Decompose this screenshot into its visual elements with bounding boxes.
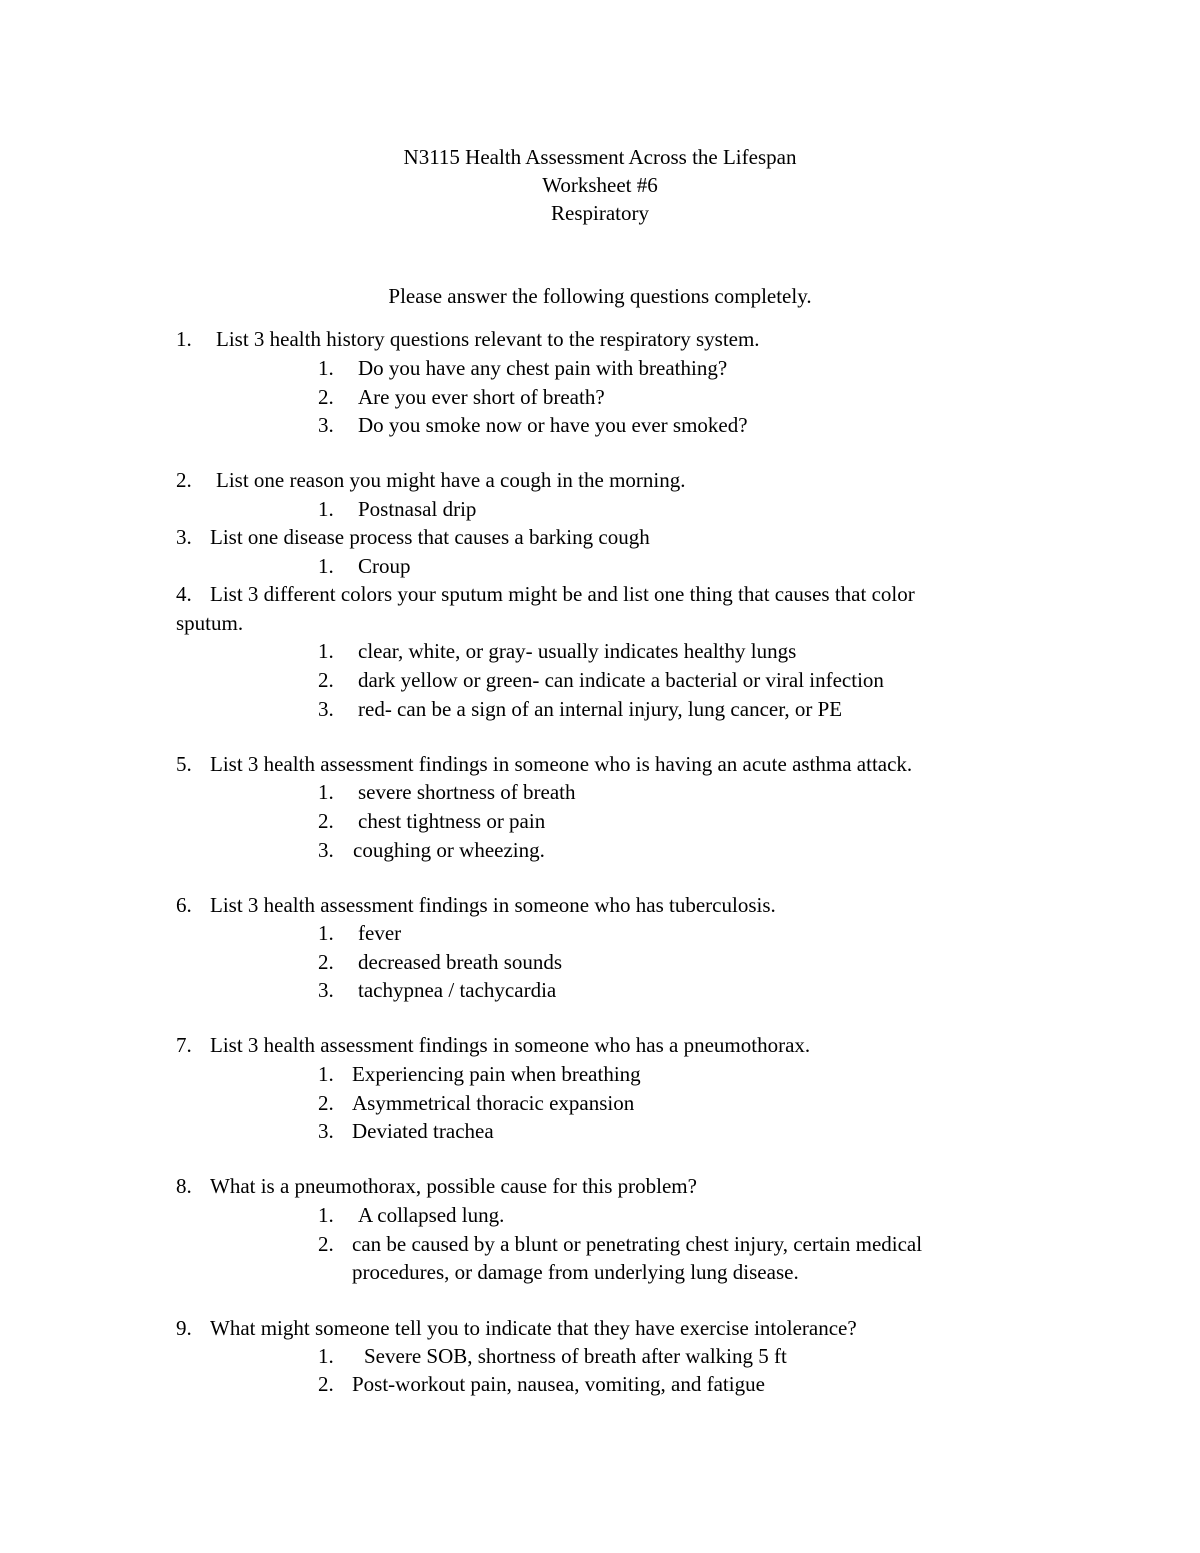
- question-text: List one reason you might have a cough in the morning.: [216, 468, 686, 492]
- answer-text: A collapsed lung.: [358, 1203, 505, 1227]
- question-number: 6.: [176, 893, 192, 917]
- question-number: 4.: [176, 582, 192, 606]
- answer-text: clear, white, or gray- usually indicates healthy lungs: [358, 639, 797, 663]
- answer-number: 2.: [318, 668, 334, 692]
- answer-number: 1.: [318, 921, 334, 945]
- instructions: Please answer the following questions completely.: [388, 284, 812, 308]
- answer-number: 1.: [318, 554, 334, 578]
- answer-number: 2.: [318, 1232, 334, 1256]
- answer-number: 2.: [318, 385, 334, 409]
- answer-text: decreased breath sounds: [358, 950, 563, 974]
- worksheet-label: Worksheet #6: [542, 173, 658, 197]
- answer-number: 1.: [318, 780, 334, 804]
- answer-text: Severe SOB, shortness of breath after walking 5 ft: [364, 1344, 787, 1368]
- question-number: 2.: [176, 468, 192, 492]
- answer-number: 3.: [318, 978, 334, 1002]
- answer-text: Are you ever short of breath?: [358, 385, 605, 409]
- answer-number: 1.: [318, 639, 334, 663]
- answer-number: 2.: [318, 1372, 334, 1396]
- question-text: List 3 health assessment findings in someone who has a pneumothorax.: [210, 1033, 811, 1057]
- answer-number: 3.: [318, 697, 334, 721]
- topic-title: Respiratory: [551, 201, 649, 225]
- question-number: 3.: [176, 525, 192, 549]
- question-text: List 3 health assessment findings in someone who is having an acute asthma attack.: [210, 752, 913, 776]
- answer-number: 1.: [318, 1203, 334, 1227]
- answer-number: 3.: [318, 1119, 334, 1143]
- question-number: 8.: [176, 1174, 192, 1198]
- answer-text: tachypnea / tachycardia: [358, 978, 557, 1002]
- answer-text: Deviated trachea: [352, 1119, 494, 1143]
- question-number: 9.: [176, 1316, 192, 1340]
- question-text: What might someone tell you to indicate that they have exercise intolerance?: [210, 1316, 857, 1340]
- answer-text: Croup: [358, 554, 411, 578]
- answer-text: Do you have any chest pain with breathing?: [358, 356, 728, 380]
- answer-text: dark yellow or green- can indicate a bacterial or viral infection: [358, 668, 884, 692]
- answer-number: 2.: [318, 950, 334, 974]
- answer-number: 2.: [318, 809, 334, 833]
- answer-text: Experiencing pain when breathing: [352, 1062, 641, 1086]
- answer-number: 3.: [318, 413, 334, 437]
- answer-text: red- can be a sign of an internal injury, lung cancer, or PE: [358, 697, 843, 721]
- question-text: List 3 health assessment findings in someone who has tuberculosis.: [210, 893, 776, 917]
- answer-text: chest tightness or pain: [358, 809, 546, 833]
- answer-text: Postnasal drip: [358, 497, 477, 521]
- answer-text: can be caused by a blunt or penetrating chest injury, certain medical: [352, 1232, 923, 1256]
- answer-number: 1.: [318, 1062, 334, 1086]
- answer-number: 1.: [318, 356, 334, 380]
- question-number: 5.: [176, 752, 192, 776]
- answer-text: fever: [358, 921, 402, 945]
- answer-number: 1.: [318, 497, 334, 521]
- answer-number: 1.: [318, 1344, 334, 1368]
- answer-text: severe shortness of breath: [358, 780, 576, 804]
- question-number: 7.: [176, 1033, 192, 1057]
- question-text: List 3 health history questions relevant to the respiratory system.: [216, 327, 760, 351]
- question-number: 1.: [176, 327, 192, 351]
- question-text: List 3 different colors your sputum might be and list one thing that causes that color: [210, 582, 915, 606]
- answer-number: 3.: [318, 838, 334, 862]
- course-title: N3115 Health Assessment Across the Lifespan: [403, 145, 797, 169]
- question-text: What is a pneumothorax, possible cause for this problem?: [210, 1174, 697, 1198]
- answer-text: Asymmetrical thoracic expansion: [352, 1091, 635, 1115]
- answer-text: coughing or wheezing.: [353, 838, 545, 862]
- answer-number: 2.: [318, 1091, 334, 1115]
- question-text: List one disease process that causes a barking cough: [210, 525, 650, 549]
- answer-text: Post-workout pain, nausea, vomiting, and fatigue: [352, 1372, 765, 1396]
- question-text-continued: sputum.: [176, 611, 244, 635]
- answer-text-continued: procedures, or damage from underlying lung disease.: [352, 1260, 799, 1284]
- answer-text: Do you smoke now or have you ever smoked?: [358, 413, 748, 437]
